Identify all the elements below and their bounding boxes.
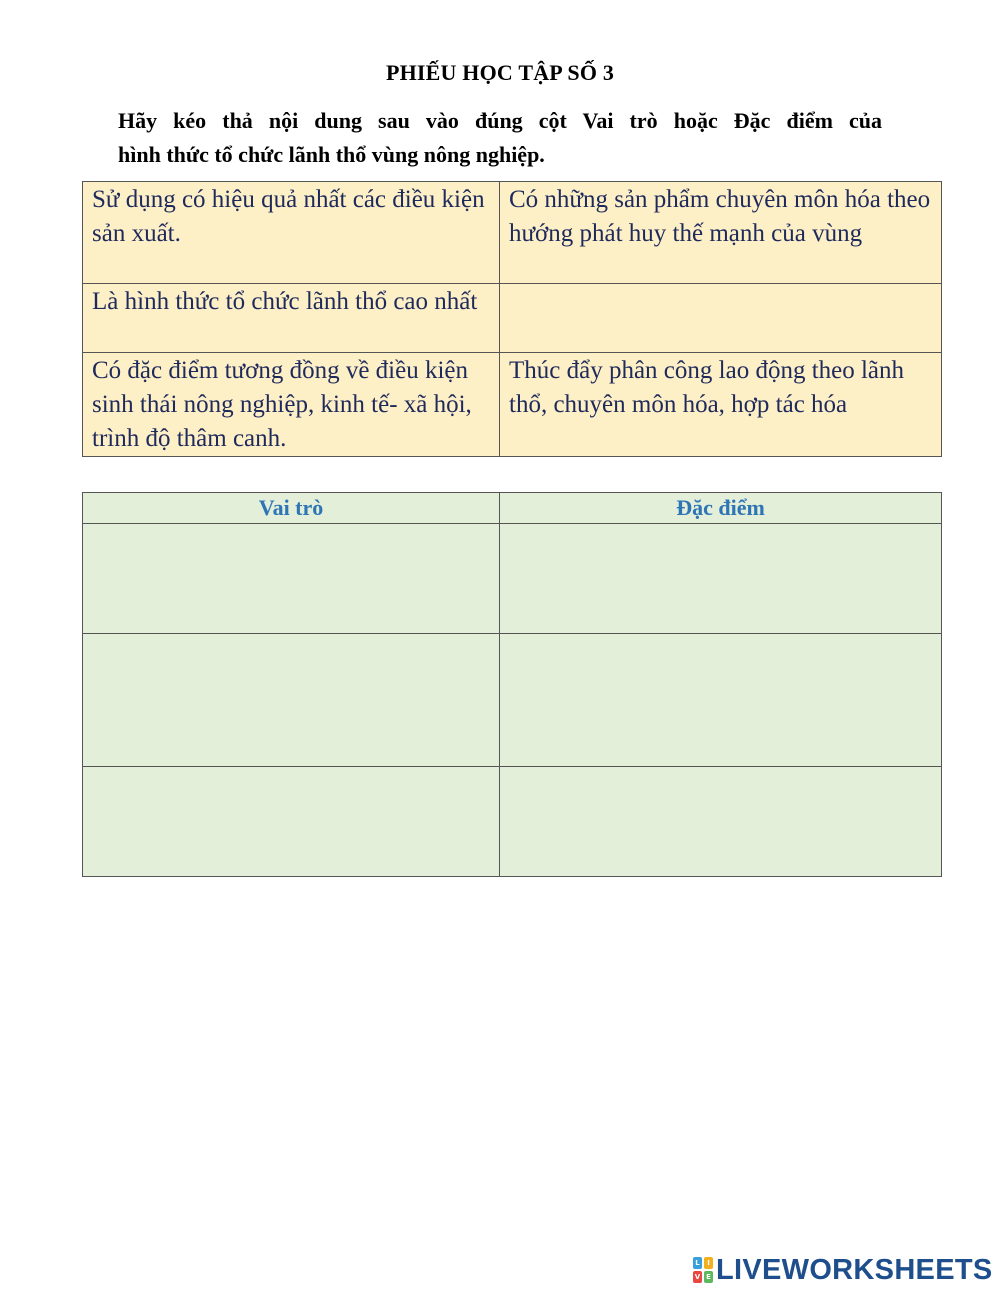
logo-mark-letter: L <box>693 1257 702 1269</box>
answers-row <box>83 524 942 634</box>
answers-table <box>82 492 942 877</box>
options-row <box>83 284 942 353</box>
draggable-option[interactable]: Có đặc điểm tương đồng về điều kiện sinh thái nông nghiệp, kinh tế- xã hội, trình độ thâm canh. <box>83 353 500 457</box>
options-table <box>82 181 942 457</box>
instruction-text <box>118 104 882 172</box>
logo-mark-letter: V <box>694 1273 701 1281</box>
drop-zone-vai-tro[interactable] <box>83 524 500 634</box>
column-header-vai-tro: Vai trò <box>83 493 500 524</box>
draggable-option[interactable]: Sử dụng có hiệu quả nhất các điều kiện sản xuất. <box>83 182 500 284</box>
column-header-dac-diem: Đặc điểm <box>500 493 942 524</box>
logo-mark-letter: I <box>704 1257 713 1269</box>
options-row <box>83 353 942 457</box>
worksheet-title: PHIẾU HỌC TẬP SỐ 3 <box>385 60 615 85</box>
logo-mark-letter: E <box>704 1271 713 1283</box>
liveworksheets-mark-icon <box>693 1257 713 1283</box>
draggable-option[interactable]: Thúc đẩy phân công lao động theo lãnh thổ, chuyên môn hóa, hợp tác hóa <box>500 353 942 457</box>
drop-zone-dac-diem[interactable] <box>500 524 942 634</box>
instruction-line-1: Hãy kéo thả nội dung sau vào đúng cột Vai trò hoặc Đặc điểm của <box>118 108 882 133</box>
answers-row <box>83 634 942 767</box>
logo-text: LIVEWORKSHEETS <box>716 1253 993 1286</box>
draggable-option[interactable]: Có những sản phẩm chuyên môn hóa theo hướng phát huy thế mạnh của vùng <box>500 182 942 284</box>
drop-zone-vai-tro[interactable] <box>83 634 500 767</box>
options-row <box>83 182 942 284</box>
drop-zone-dac-diem[interactable] <box>500 634 942 767</box>
answers-row <box>83 767 942 877</box>
instruction-line-2: hình thức tổ chức lãnh thổ vùng nông nghiệp. <box>118 142 545 167</box>
empty-option-cell <box>500 284 942 353</box>
draggable-option[interactable]: Là hình thức tổ chức lãnh thổ cao nhất <box>83 284 500 353</box>
drop-zone-dac-diem[interactable] <box>500 767 942 877</box>
drop-zone-vai-tro[interactable] <box>83 767 500 877</box>
answers-header-row <box>83 493 942 524</box>
liveworksheets-logo <box>693 1254 993 1286</box>
